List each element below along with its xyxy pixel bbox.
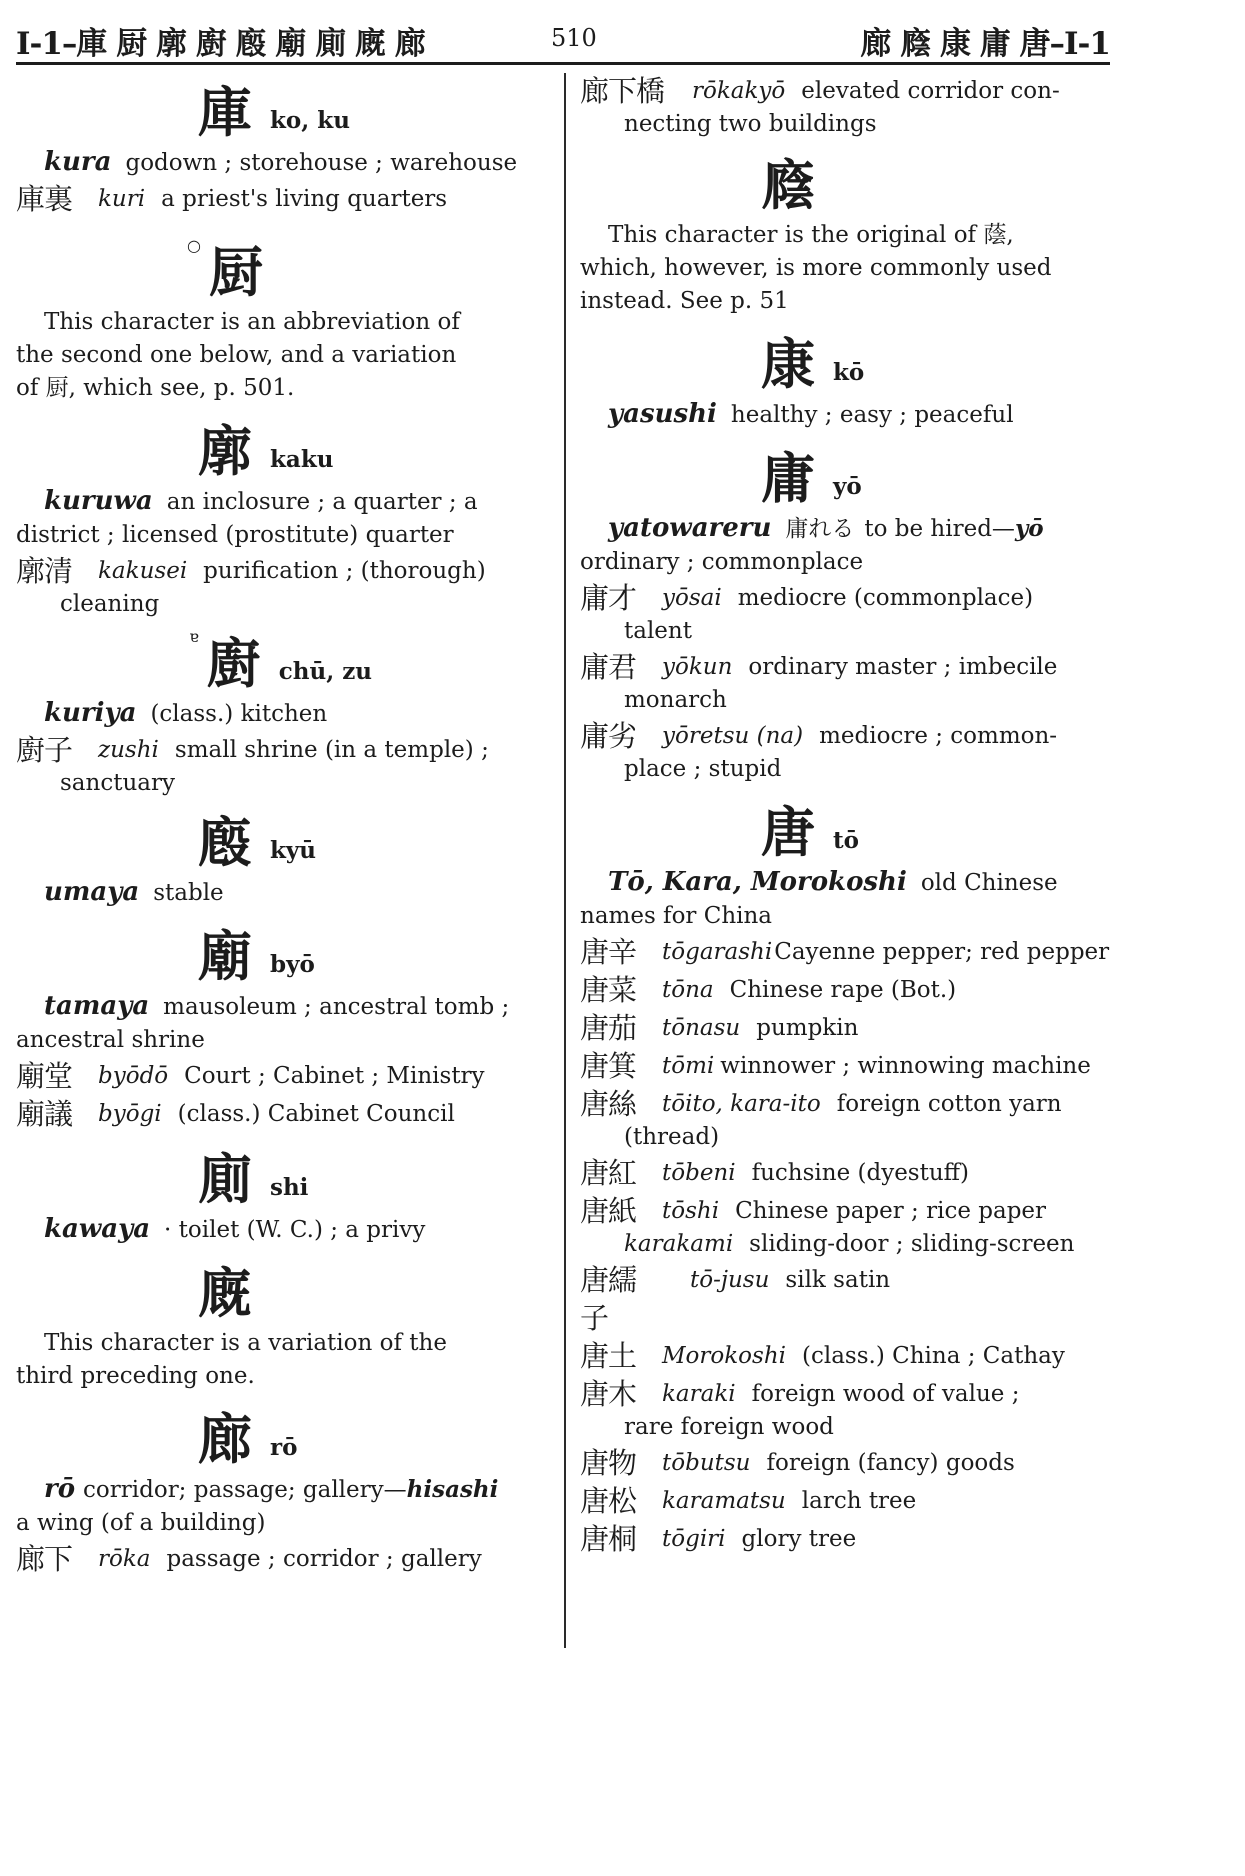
- headword: [16, 623, 552, 693]
- kun-line: [16, 146, 552, 180]
- compound-reading: tōgiri: [662, 1526, 726, 1552]
- headword-kanji: 廓: [198, 419, 252, 483]
- compound-kanji: 庸君: [580, 650, 637, 684]
- page-header: [16, 14, 1110, 64]
- compound-kanji: 廊下: [16, 1542, 73, 1576]
- headword-kanji: 廐: [198, 1261, 252, 1325]
- compound-reading: tōbeni: [662, 1160, 736, 1186]
- headword: [580, 324, 1114, 394]
- compound-entry: 唐絲 tōito, kara-ito foreign cotton yarn (thread): [580, 1087, 1062, 1150]
- entry-ko2: [580, 324, 1114, 432]
- headword-on-reading: kaku: [270, 446, 334, 473]
- kun-line: kawaya · toilet (W. C.) ; a privy: [44, 1214, 426, 1244]
- headword: [580, 792, 1114, 862]
- compound-entry: 唐木 karaki foreign wood of value ; rare foreign wood: [580, 1377, 1020, 1440]
- compound-reading: kakusei: [98, 558, 188, 584]
- compound-kanji: 唐木: [580, 1377, 637, 1411]
- entry-ro: [16, 1399, 552, 1578]
- compound-entry: 唐紙 tōshi Chinese paper ; rice paper karakami sliding-door ; sliding-screen: [580, 1194, 1075, 1257]
- compound-entry: [16, 180, 552, 218]
- kun-line: yatowareru 庸れる to be hired—yō: [608, 513, 1044, 543]
- compound-kanji: 唐絲: [580, 1087, 637, 1121]
- compound-reading: Morokoshi: [662, 1343, 786, 1369]
- compound-entry: 廟堂 byōdō Court ; Cabinet ; Ministry: [16, 1059, 485, 1093]
- compound-reading: yōretsu (na): [662, 723, 804, 749]
- kun-reading: Tō, Kara, Morokoshi: [608, 867, 907, 897]
- right-column: [580, 72, 1114, 1558]
- compound-entry: 庸劣 yōretsu (na) mediocre ; common- place ; stupid: [580, 719, 1058, 782]
- kun-line: Tō, Kara, Morokoshi old Chinese: [608, 867, 1058, 897]
- compound-reading: tōnasu: [662, 1015, 741, 1041]
- compound-reading: yōsai: [662, 585, 722, 611]
- compound-kanji: 廟堂: [16, 1059, 73, 1093]
- compound-reading-alt: karakami: [624, 1231, 734, 1257]
- header-left-index: I-1–庫 厨 廓 廚 廏 廟 廁 廐 廊: [16, 26, 425, 62]
- usage-note: This character is a variation of the third preceding one.: [16, 1330, 447, 1389]
- kun-line: tamaya mausoleum ; ancestral tomb ;: [44, 991, 510, 1021]
- entry-shi: [16, 1139, 552, 1247]
- compound-entry: 廓清 kakusei purification ; (thorough) cleaning: [16, 554, 486, 617]
- headword: [16, 802, 552, 872]
- kun-line: rō corridor; passage; gallery—hisashi: [44, 1474, 499, 1504]
- headword-kanji: 廚: [206, 631, 261, 695]
- compound-reading: tōmi: [662, 1053, 715, 1079]
- compound-entry: 唐辛 tōgarashiCayenne pepper; red pepper: [580, 935, 1110, 969]
- header-rule: [16, 62, 1110, 65]
- entry-chu-abbrev: [16, 232, 552, 405]
- kun-reading: kuruwa: [44, 486, 153, 516]
- entry-yo: [580, 438, 1114, 786]
- entry-to: [580, 792, 1114, 1558]
- compound-entry: 唐繻子 tō-jusu silk satin: [580, 1263, 891, 1335]
- headword-on-reading: kyū: [270, 837, 317, 864]
- entry-byo: [16, 916, 552, 1133]
- headword-kanji: 廟: [198, 924, 252, 988]
- headword-on-reading: ko, ku: [270, 107, 350, 134]
- column-divider: [564, 73, 566, 1648]
- compound-reading: tō-jusu: [690, 1267, 770, 1293]
- compound-entry: 廊下 rōka passage ; corridor ; gallery: [16, 1542, 482, 1576]
- kun-kanji: 庸れる: [785, 516, 855, 542]
- compound-definition: a priest's living quarters: [161, 186, 448, 212]
- headword-kanji: 唐: [761, 800, 815, 864]
- kun-reading: rō: [44, 1474, 76, 1504]
- compound-kanji: 唐土: [580, 1339, 637, 1373]
- headword-kanji: 廊: [198, 1407, 252, 1471]
- definition-cont: ancestral shrine: [16, 1027, 205, 1053]
- kun-reading: kura: [44, 147, 112, 177]
- headword: [16, 232, 552, 302]
- entry-kyu: [16, 802, 552, 910]
- usage-note: This character is the original of 蔭, which, however, is more commonly used instead. See p. 51: [580, 222, 1052, 314]
- headword-on-reading: yō: [833, 473, 862, 500]
- compound-reading: byōgi: [98, 1101, 162, 1127]
- on-reading-inline: yō: [1014, 515, 1044, 542]
- compound-reading: tōgarashi: [662, 939, 773, 965]
- compound-kanji: 唐松: [580, 1484, 637, 1518]
- entry-in: [580, 145, 1114, 318]
- compound-kanji: 唐茄: [580, 1011, 637, 1045]
- compound-reading: tōshi: [662, 1198, 720, 1224]
- headword-on-reading: shi: [270, 1174, 309, 1201]
- left-column: [16, 72, 552, 1578]
- compound-kanji: 唐繻子: [580, 1263, 637, 1335]
- headword-kanji: 厨: [208, 240, 263, 304]
- compound-reading: zushi: [98, 737, 159, 763]
- kun-reading: umaya: [44, 877, 140, 907]
- compound-kanji: 唐桐: [580, 1522, 637, 1556]
- headword: [580, 145, 1114, 215]
- compound-entry: 唐土 Morokoshi (class.) China ; Cathay: [580, 1339, 1065, 1373]
- usage-note: This character is an abbreviation of the second one below, and a variation of 厨, which see, p. 501.: [16, 309, 460, 401]
- definition-cont: names for China: [580, 903, 773, 929]
- compound-kanji: 唐辛: [580, 935, 637, 969]
- headword: [16, 1399, 552, 1469]
- entry-chu: [16, 623, 552, 800]
- definition: godown ; storehouse ; warehouse: [125, 150, 518, 176]
- entry-kaku: [16, 411, 552, 621]
- headword-kanji: 廁: [198, 1147, 252, 1211]
- compound-reading: yōkun: [662, 654, 733, 680]
- compound-entry: 庸君 yōkun ordinary master ; imbecile monarch: [580, 650, 1058, 713]
- kun-reading: tamaya: [44, 991, 150, 1021]
- page-number: 510: [551, 24, 597, 52]
- definition-cont: district ; licensed (prostitute) quarter: [16, 522, 454, 548]
- kun-line: kuruwa an inclosure ; a quarter ; a: [44, 486, 478, 516]
- kun-reading: yatowareru: [608, 513, 772, 543]
- compound-kanji: 唐箕: [580, 1049, 637, 1083]
- compound-reading: karamatsu: [662, 1488, 786, 1514]
- compound-entry: 唐箕 tōmi winnower ; winnowing machine: [580, 1049, 1091, 1083]
- compound-entry: 廚子 zushi small shrine (in a temple) ; sanctuary: [16, 733, 489, 796]
- compound-entry: 唐茄 tōnasu pumpkin: [580, 1011, 859, 1045]
- compound-kanji: 廟議: [16, 1097, 73, 1131]
- kun-reading: kawaya: [44, 1214, 151, 1244]
- compound-entry: 唐物 tōbutsu foreign (fancy) goods: [580, 1446, 1015, 1480]
- compound-reading: rōka: [98, 1546, 151, 1572]
- headword-on-reading: tō: [833, 827, 859, 854]
- compound-kanji: 廓清: [16, 554, 73, 588]
- mark-icon: ɐ: [189, 627, 199, 646]
- headword-kanji: 廕: [761, 153, 815, 217]
- kun-line: kuriya (class.) kitchen: [44, 698, 328, 728]
- compound-reading: byōdō: [98, 1063, 169, 1089]
- headword: [16, 916, 552, 986]
- headword-on-reading: chū, zu: [278, 658, 373, 685]
- headword-kanji: 康: [761, 332, 815, 396]
- compound-kanji: 庸劣: [580, 719, 637, 753]
- definition-cont: ordinary ; commonplace: [580, 549, 864, 575]
- compound-entry: 庸才 yōsai mediocre (commonplace) talent: [580, 581, 1034, 644]
- headword-kanji: 廏: [198, 810, 252, 874]
- compound-kanji: 庸才: [580, 581, 637, 615]
- definition-cont: a wing (of a building): [16, 1510, 266, 1536]
- compound-reading: kuri: [98, 186, 146, 212]
- compound-kanji: 唐菜: [580, 973, 637, 1007]
- kun-line: yasushi healthy ; easy ; peaceful: [608, 399, 1014, 429]
- compound-reading: tōito, kara-ito: [662, 1091, 821, 1117]
- headword: [16, 411, 552, 481]
- compound-kanji: 唐紅: [580, 1156, 637, 1190]
- kun-line: umaya stable: [44, 877, 224, 907]
- compound-reading: karaki: [662, 1381, 736, 1407]
- headword-kanji: 庸: [761, 446, 815, 510]
- compound-entry: 唐松 karamatsu larch tree: [580, 1484, 917, 1518]
- compound-kanji: 唐物: [580, 1446, 637, 1480]
- headword: [580, 438, 1114, 508]
- compound-entry: 唐桐 tōgiri glory tree: [580, 1522, 857, 1556]
- headword-kanji: 庫: [198, 80, 252, 144]
- kun-reading: kuriya: [44, 698, 137, 728]
- compound-entry: 廊下橋 rōkakyō elevated corridor con- necting two buildings: [580, 74, 1060, 137]
- entry-kyu-variant: [16, 1253, 552, 1393]
- headword: [16, 1253, 552, 1323]
- headword: [16, 1139, 552, 1209]
- compound-entry: 唐紅 tōbeni fuchsine (dyestuff): [580, 1156, 969, 1190]
- compound-entry: 唐菜 tōna Chinese rape (Bot.): [580, 973, 957, 1007]
- compound-kanji: 廚子: [16, 733, 73, 767]
- mark-icon: ○: [187, 236, 201, 255]
- entry-ko: [16, 72, 552, 218]
- headword-on-reading: byō: [270, 951, 315, 978]
- compound-reading: tōbutsu: [662, 1450, 751, 1476]
- kun-reading: yasushi: [608, 399, 717, 429]
- compound-kanji: 唐紙: [580, 1194, 637, 1228]
- compound-entry: 廟議 byōgi (class.) Cabinet Council: [16, 1097, 455, 1131]
- kun-reading-alt: hisashi: [406, 1476, 499, 1503]
- headword: [16, 72, 552, 142]
- headword-on-reading: kō: [833, 359, 865, 386]
- compound-reading: rōkakyō: [692, 78, 786, 104]
- compound-reading: tōna: [662, 977, 714, 1003]
- compound-kanji: 廊下橋: [580, 74, 665, 108]
- header-right-index: 廊 廕 康 庸 唐–I-1: [860, 26, 1110, 62]
- compound-kanji: 庫裏: [16, 182, 73, 216]
- headword-on-reading: rō: [270, 1434, 298, 1461]
